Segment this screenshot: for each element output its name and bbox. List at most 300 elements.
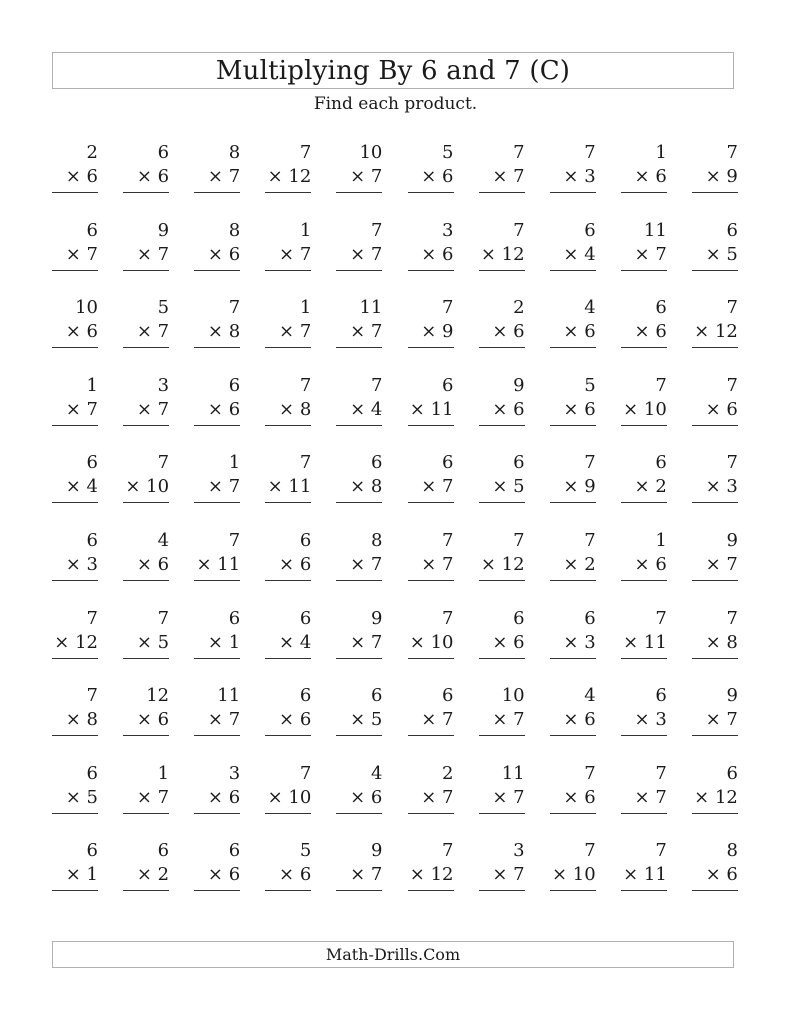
multiplier: × 2 [136,864,170,886]
multiplier: × 6 [207,786,241,808]
problem [621,141,667,197]
answer-line [52,658,98,659]
problem [621,374,667,430]
answer-line [408,502,454,503]
answer-line [692,890,738,891]
multiplicand: 11 [359,297,383,319]
problem [692,684,738,740]
multiplier: × 7 [65,398,98,420]
answer-line [692,270,738,271]
multiplier: × 11 [623,864,667,886]
instructions: Find each product. [313,94,478,114]
problem [692,374,738,430]
problem [52,141,98,197]
answer-line [692,813,738,814]
multiplier: × 7 [350,864,383,886]
multiplier: × 7 [136,243,170,265]
multiplicand: 6 [442,374,454,396]
answer-line [479,425,525,426]
problem [692,219,738,275]
multiplier: × 7 [207,476,241,498]
multiplicand: 1 [228,452,241,474]
multiplicand: 7 [442,607,454,629]
multiplicand: 5 [584,374,596,396]
answer-line [123,890,169,891]
problem [550,219,596,275]
multiplier: × 1 [207,631,241,653]
multiplier: × 9 [421,321,454,343]
answer-line [52,425,98,426]
multiplier: × 7 [421,476,454,498]
multiplicand: 10 [359,142,383,163]
problem [550,296,596,352]
multiplier: × 6 [136,166,170,187]
multiplier: × 7 [492,709,525,731]
problem [550,529,596,585]
problem [265,219,311,275]
multiplicand: 7 [370,374,383,396]
answer-line [550,425,596,426]
answer-line [52,813,98,814]
answer-line [692,425,738,426]
answer-line [336,502,382,503]
answer-line [265,502,311,503]
answer-line [52,192,98,193]
problem [621,529,667,585]
problem [265,141,311,197]
problem [621,607,667,663]
answer-line [550,813,596,814]
multiplicand: 7 [157,452,170,474]
multiplicand: 6 [86,530,98,551]
multiplicand: 1 [157,762,170,784]
multiplicand: 7 [726,607,738,629]
multiplicand: 10 [501,685,525,707]
multiplier: × 7 [350,166,383,187]
problem [408,296,454,352]
multiplicand: 4 [370,762,383,784]
multiplicand: 2 [513,297,525,319]
multiplier: × 3 [563,631,596,653]
problem [550,451,596,507]
answer-line [336,735,382,736]
multiplicand: 2 [442,762,454,784]
multiplicand: 8 [228,142,241,163]
multiplier: × 6 [563,709,596,731]
problem [265,607,311,663]
multiplier: × 2 [563,554,596,575]
multiplicand: 4 [584,685,596,707]
answer-line [123,270,169,271]
answer-line [52,735,98,736]
multiplicand: 3 [157,374,170,396]
multiplier: × 1 [65,864,98,886]
answer-line [692,502,738,503]
answer-line [550,270,596,271]
problem [479,219,525,275]
multiplier: × 7 [492,786,525,808]
problem [479,374,525,430]
answer-line [336,658,382,659]
multiplier: × 5 [705,243,738,265]
multiplicand: 11 [217,685,241,707]
multiplicand: 9 [370,607,383,629]
multiplier: × 7 [350,631,383,653]
answer-line [336,270,382,271]
multiplicand: 12 [146,685,170,707]
problem [265,451,311,507]
problem [408,219,454,275]
multiplier: × 6 [563,398,596,420]
multiplicand: 6 [442,685,454,707]
answer-line [265,813,311,814]
problem [408,529,454,585]
problem [123,607,169,663]
problem [550,141,596,197]
multiplicand: 3 [228,762,241,784]
answer-line [123,580,169,581]
answer-line [336,347,382,348]
multiplier: × 12 [694,786,738,808]
multiplicand: 7 [655,607,667,629]
multiplicand: 4 [157,530,170,551]
problem [336,607,382,663]
problem [123,374,169,430]
answer-line [550,735,596,736]
multiplier: × 8 [705,631,738,653]
answer-line [123,658,169,659]
multiplicand: 1 [299,297,312,319]
answer-line [52,580,98,581]
answer-line [408,735,454,736]
multiplier: × 7 [634,243,667,265]
problem [479,762,525,818]
answer-line [408,658,454,659]
problem [194,451,240,507]
problem [692,762,738,818]
multiplicand: 7 [584,762,596,784]
answer-line [194,658,240,659]
problem [123,529,169,585]
multiplicand: 7 [442,297,454,319]
multiplier: × 6 [136,554,170,575]
problem [336,374,382,430]
multiplicand: 7 [655,762,667,784]
multiplicand: 7 [299,142,312,163]
multiplicand: 6 [655,685,667,707]
answer-line [408,425,454,426]
multiplicand: 6 [157,840,170,862]
multiplier: × 7 [279,243,312,265]
problem [52,839,98,895]
problem [692,839,738,895]
multiplier: × 12 [267,166,312,187]
multiplicand: 7 [157,607,170,629]
multiplier: × 7 [207,709,241,731]
problem [265,839,311,895]
problem [479,839,525,895]
problem [550,684,596,740]
problem [265,374,311,430]
multiplicand: 7 [726,452,738,474]
answer-line [265,658,311,659]
multiplicand: 7 [726,142,738,163]
problem [692,141,738,197]
problem [479,141,525,197]
multiplier: × 6 [207,243,241,265]
multiplicand: 1 [655,530,667,551]
multiplier: × 6 [65,166,98,187]
multiplier: × 6 [634,321,667,343]
problem [408,684,454,740]
multiplicand: 6 [370,685,383,707]
answer-line [336,813,382,814]
multiplier: × 10 [125,476,170,498]
multiplicand: 7 [513,219,525,241]
problem [479,529,525,585]
problem-grid [52,141,736,901]
multiplicand: 2 [86,142,98,163]
answer-line [550,192,596,193]
multiplicand: 9 [726,685,738,707]
multiplicand: 4 [584,297,596,319]
multiplicand: 1 [299,219,312,241]
multiplicand: 8 [726,840,738,862]
problem [194,141,240,197]
answer-line [692,580,738,581]
multiplier: × 11 [623,631,667,653]
problem [408,451,454,507]
multiplier: × 7 [350,321,383,343]
answer-line [621,735,667,736]
answer-line [336,425,382,426]
multiplier: × 3 [65,554,98,575]
answer-line [194,580,240,581]
problem [123,451,169,507]
multiplier: × 7 [136,398,170,420]
problem [408,141,454,197]
multiplier: × 5 [350,709,383,731]
problem [123,684,169,740]
multiplier: × 7 [492,166,525,187]
answer-line [336,890,382,891]
multiplicand: 1 [655,142,667,163]
multiplier: × 12 [480,554,525,575]
multiplier: × 6 [279,709,312,731]
multiplier: × 9 [705,166,738,187]
multiplier: × 7 [705,709,738,731]
answer-line [692,192,738,193]
answer-line [621,347,667,348]
problem [621,684,667,740]
problem [479,296,525,352]
multiplier: × 6 [279,554,312,575]
answer-line [265,425,311,426]
problem [194,839,240,895]
answer-line [123,813,169,814]
answer-line [265,347,311,348]
problem [52,684,98,740]
problem [194,607,240,663]
problem [123,141,169,197]
multiplier: × 7 [350,243,383,265]
multiplier: × 6 [634,554,667,575]
multiplier: × 5 [136,631,170,653]
answer-line [621,425,667,426]
multiplicand: 6 [726,219,738,241]
multiplier: × 7 [207,166,241,187]
multiplicand: 7 [655,840,667,862]
multiplicand: 6 [86,219,98,241]
answer-line [123,347,169,348]
multiplicand: 7 [584,452,596,474]
problem [408,374,454,430]
multiplier: × 10 [409,631,454,653]
multiplier: × 6 [421,243,454,265]
answer-line [621,890,667,891]
answer-line [550,890,596,891]
multiplicand: 7 [442,840,454,862]
multiplier: × 4 [350,398,383,420]
multiplicand: 6 [299,530,312,551]
problem [692,607,738,663]
multiplier: × 8 [207,321,241,343]
problem [336,219,382,275]
multiplicand: 7 [584,142,596,163]
answer-line [408,347,454,348]
multiplicand: 7 [299,374,312,396]
answer-line [621,192,667,193]
answer-line [123,735,169,736]
multiplicand: 6 [726,762,738,784]
multiplicand: 6 [86,762,98,784]
multiplier: × 6 [563,321,596,343]
multiplier: × 7 [279,321,312,343]
multiplier: × 8 [279,398,312,420]
answer-line [265,890,311,891]
multiplier: × 3 [634,709,667,731]
problem [194,219,240,275]
answer-line [194,192,240,193]
multiplicand: 9 [513,374,525,396]
worksheet-title: Multiplying By 6 and 7 (C) [215,55,571,86]
problem [550,607,596,663]
multiplier: × 11 [267,476,312,498]
multiplier: × 11 [196,554,241,575]
answer-line [52,890,98,891]
multiplicand: 7 [299,452,312,474]
multiplier: × 7 [65,243,98,265]
multiplier: × 12 [54,631,98,653]
multiplicand: 3 [513,840,525,862]
answer-line [123,502,169,503]
multiplicand: 7 [228,530,241,551]
problem [52,529,98,585]
multiplier: × 6 [492,631,525,653]
answer-line [621,580,667,581]
answer-line [265,192,311,193]
multiplicand: 6 [442,452,454,474]
multiplier: × 10 [267,786,312,808]
problem [123,839,169,895]
multiplicand: 6 [228,840,241,862]
problem [194,296,240,352]
multiplier: × 6 [492,321,525,343]
problem [336,684,382,740]
multiplier: × 7 [421,786,454,808]
problem [692,451,738,507]
multiplier: × 6 [421,166,454,187]
problem [336,762,382,818]
multiplicand: 7 [442,530,454,551]
multiplier: × 7 [350,554,383,575]
multiplier: × 8 [65,709,98,731]
answer-line [52,502,98,503]
multiplicand: 7 [584,840,596,862]
answer-line [692,347,738,348]
multiplicand: 7 [584,530,596,551]
multiplicand: 11 [501,762,525,784]
multiplier: × 3 [563,166,596,187]
multiplicand: 7 [513,142,525,163]
answer-line [408,580,454,581]
problem [336,451,382,507]
answer-line [194,735,240,736]
problem [52,219,98,275]
multiplicand: 11 [643,219,667,241]
problem [550,374,596,430]
problem [621,839,667,895]
problem [265,296,311,352]
footer-site-name: Math-Drills.Com [325,945,461,964]
answer-line [265,735,311,736]
multiplicand: 6 [86,840,98,862]
multiplier: × 7 [492,864,525,886]
multiplier: × 4 [563,243,596,265]
problem [52,762,98,818]
multiplicand: 1 [86,374,98,396]
problem [336,839,382,895]
answer-line [408,192,454,193]
problem [336,141,382,197]
multiplier: × 7 [421,554,454,575]
footer-box [52,941,734,968]
answer-line [550,658,596,659]
problem [408,762,454,818]
answer-line [194,425,240,426]
problem [123,219,169,275]
multiplicand: 6 [299,685,312,707]
answer-line [550,580,596,581]
multiplier: × 12 [480,243,525,265]
answer-line [479,502,525,503]
multiplier: × 6 [705,398,738,420]
problem [265,762,311,818]
problem [336,529,382,585]
answer-line [123,425,169,426]
problem [52,607,98,663]
multiplier: × 3 [705,476,738,498]
multiplicand: 6 [513,452,525,474]
problem [52,451,98,507]
multiplicand: 5 [157,297,170,319]
multiplier: × 6 [634,166,667,187]
problem [194,374,240,430]
multiplicand: 7 [228,297,241,319]
answer-line [479,735,525,736]
problem [336,296,382,352]
multiplicand: 7 [726,374,738,396]
